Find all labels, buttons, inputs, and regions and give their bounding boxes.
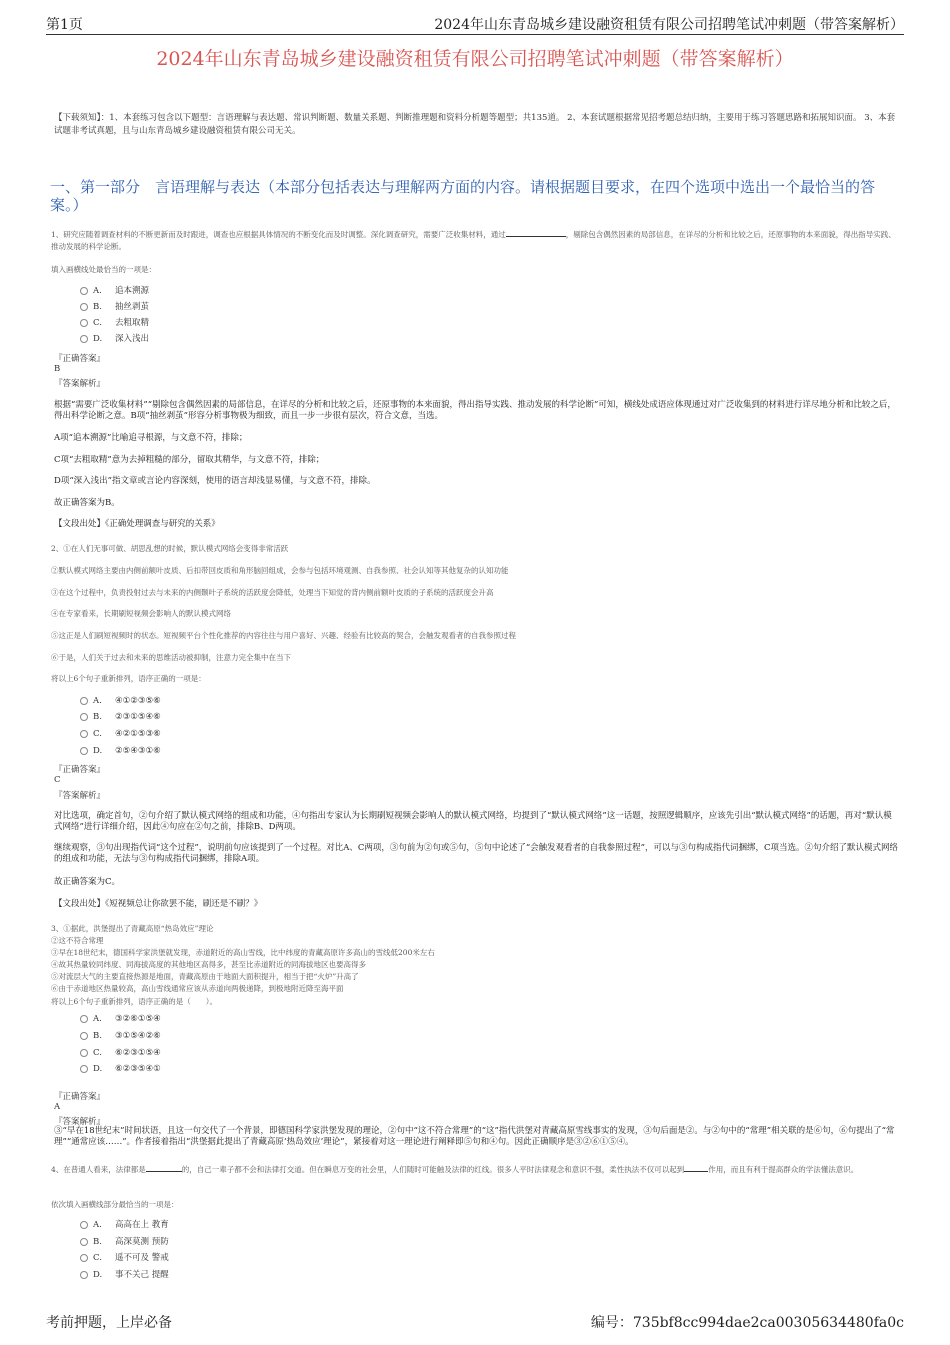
q3-option-c[interactable] bbox=[80, 1046, 161, 1060]
q2-explanation-label: 『答案解析』 bbox=[54, 791, 106, 801]
q1-option-a[interactable] bbox=[80, 284, 149, 298]
q3-answer: A bbox=[54, 1102, 61, 1112]
option-key: A. bbox=[93, 286, 102, 296]
header-doc-title: 2024年山东青岛城乡建设融资租赁有限公司招聘笔试冲刺题（带答案解析） bbox=[434, 17, 904, 33]
q2-exp-1: 对比选项，确定首句，②句介绍了默认模式网络的组成和功能，④句指出专家认为长期刷短视频会影响人的默认模式网络，均提到了“默认模式网络”这一话题，按照逻辑顺序，应该先引出“默认模式网络”的话题，再对“默认模式网络”进行详细介绍，因此④句应在②句之前，排除B、D两项。 bbox=[54, 811, 892, 832]
option-key: B. bbox=[93, 1237, 102, 1247]
radio-icon[interactable] bbox=[80, 1015, 88, 1023]
q1-option-c[interactable] bbox=[80, 316, 149, 330]
option-key: B. bbox=[93, 1031, 102, 1041]
option-text: ②⑤④③①⑥ bbox=[115, 746, 161, 756]
q4-option-c[interactable] bbox=[80, 1251, 169, 1265]
q3-option-b[interactable] bbox=[80, 1029, 161, 1043]
q2-option-a[interactable] bbox=[80, 694, 161, 708]
radio-icon[interactable] bbox=[80, 713, 88, 721]
option-key: C. bbox=[93, 1048, 102, 1058]
option-text: 高高在上 教育 bbox=[115, 1220, 169, 1230]
option-key: A. bbox=[93, 1220, 102, 1230]
q2-sentence-1: 2、①在人们无事可做、胡思乱想的时候，默认模式网络会变得非常活跃 bbox=[51, 544, 289, 553]
q2-source: 【文段出处】《短视频总让你欲罢不能，刷还是不刷？》 bbox=[54, 899, 263, 909]
radio-icon[interactable] bbox=[80, 303, 88, 311]
q3-sentence-1: 3、①据此，洪堡提出了青藏高原“热岛效应”理论 bbox=[51, 924, 214, 933]
q2-option-d[interactable] bbox=[80, 744, 161, 758]
q4-stem-c: 作用，而且有利于提高群众的学法懂法意识。 bbox=[708, 1165, 859, 1174]
radio-icon[interactable] bbox=[80, 697, 88, 705]
option-key: A. bbox=[93, 1014, 102, 1024]
q2-sentence-2: ②默认模式网络主要由内侧前额叶皮质、后扣带回皮质和角形脑回组成，会参与包括环境观测、自我参照、社会认知等其他复杂的认知功能 bbox=[51, 566, 509, 575]
option-key: D. bbox=[93, 334, 103, 344]
option-text: 高深莫测 预防 bbox=[115, 1237, 169, 1247]
q2-ask: 将以上6个句子重新排列，语序正确的一项是： bbox=[51, 674, 206, 683]
q2-sentence-6: ⑥于是，人们关于过去和未来的思维活动被抑制，注意力完全集中在当下 bbox=[51, 653, 291, 662]
option-text: ②③①⑤④⑥ bbox=[115, 712, 161, 722]
q1-option-b[interactable] bbox=[80, 300, 149, 314]
option-key: C. bbox=[93, 1253, 102, 1263]
option-key: C. bbox=[93, 729, 102, 739]
footer-code: 编号：735bf8cc994dae2ca00305634480fa0c bbox=[590, 1315, 904, 1331]
q3-explanation-label: 『答案解析』 bbox=[54, 1117, 106, 1127]
radio-icon[interactable] bbox=[80, 1271, 88, 1279]
option-text: ③②⑥①⑤④ bbox=[115, 1014, 161, 1024]
q1-ask: 填入画横线处最恰当的一项是： bbox=[51, 265, 156, 274]
q3-exp-1: ③“早在18世纪末”时间状语，且这一句交代了一个背景，即德国科学家洪堡发现的理论，②句中“这不符合常理”的“这”指代洪堡对青藏高原雪线事实的发现，③句后面是②。与②句中的“常理”相关联的是⑥句，⑥句提出了“常理”“通常应该……”。作者接着指出“洪堡据此提出了青藏高原‘热岛效应’理论”，紧接着对这一理论进行阐释即⑤句和④句。因此正确顺序是③②⑥①⑤④。 bbox=[54, 1126, 895, 1147]
option-key: D. bbox=[93, 746, 103, 756]
q1-answer: B bbox=[54, 364, 61, 374]
radio-icon[interactable] bbox=[80, 747, 88, 755]
q4-ask: 依次填入画横线部分最恰当的一项是： bbox=[51, 1200, 179, 1209]
radio-icon[interactable] bbox=[80, 287, 88, 295]
q3-sentence-5: ⑤对流层大气的主要直接热源是地面，青藏高原由于地面大面积提升，相当于把“火炉”升高了 bbox=[51, 972, 359, 981]
q1-exp-4: D项“深入浅出”指文章或言论内容深刻，使用的语言却浅显易懂，与文意不符，排除。 bbox=[54, 476, 376, 486]
radio-icon[interactable] bbox=[80, 730, 88, 738]
option-text: 追本溯源 bbox=[115, 286, 150, 296]
q2-sentence-5: ⑤这正是人们刷短视频时的状态。短视频平台个性化推荐的内容往往与用户喜好、兴趣、经验有比较高的契合，会触发观看者的自我参照过程 bbox=[51, 631, 516, 640]
q4-option-a[interactable] bbox=[80, 1218, 169, 1232]
q3-answer-label: 『正确答案』 bbox=[54, 1092, 106, 1102]
option-text: 去粗取精 bbox=[115, 318, 150, 328]
q2-sentence-3: ③在这个过程中，负责投射过去与未来的内侧颞叶子系统的活跃度会降低，处理当下知觉的背内侧前额叶皮质的子系统的活跃度会升高 bbox=[51, 588, 494, 597]
q3-sentence-4: ④故其热量较同纬度、同海拔高度的其他地区高得多，甚至比赤道附近的同海拔地区也要高得多 bbox=[51, 960, 366, 969]
q3-sentence-2: ②这不符合常理 bbox=[51, 936, 104, 945]
radio-icon[interactable] bbox=[80, 1254, 88, 1262]
q1-stem-b: ，剔除包含偶然因素的局部信息，在详尽的分析和比较之后，还原事物的本来面貌，得出指导实践、推动发展的科学论断。 bbox=[51, 230, 896, 251]
q1-blank bbox=[506, 228, 566, 237]
radio-icon[interactable] bbox=[80, 1221, 88, 1229]
option-text: ④②①⑤③⑥ bbox=[115, 729, 161, 739]
q4-stem bbox=[51, 1163, 902, 1176]
q2-sentence-4: ④在专家看来，长期刷短视频会影响人的默认模式网络 bbox=[51, 609, 231, 618]
footer-slogan: 考前押题，上岸必备 bbox=[46, 1315, 172, 1331]
option-key: D. bbox=[93, 1270, 103, 1280]
q4-option-b[interactable] bbox=[80, 1235, 169, 1249]
q1-exp-2: A项“追本溯源”比喻追寻根源，与文意不符，排除； bbox=[54, 433, 248, 443]
q2-answer-label: 『正确答案』 bbox=[54, 765, 106, 775]
option-key: D. bbox=[93, 1064, 103, 1074]
option-key: A. bbox=[93, 696, 102, 706]
q3-sentence-3: ③早在18世纪末，德国科学家洪堡就发现，赤道附近的高山雪线，比中纬度的青藏高原许多高山的雪线低200米左右 bbox=[51, 948, 435, 957]
page-number: 第1页 bbox=[46, 17, 83, 33]
q1-explanation-label: 『答案解析』 bbox=[54, 379, 106, 389]
radio-icon[interactable] bbox=[80, 1032, 88, 1040]
q1-option-d[interactable] bbox=[80, 332, 149, 346]
q2-option-b[interactable] bbox=[80, 710, 161, 724]
radio-icon[interactable] bbox=[80, 319, 88, 327]
q3-option-d[interactable] bbox=[80, 1062, 161, 1076]
section-heading: 一、第一部分 言语理解与表达（本部分包括表达与理解两方面的内容。请根据题目要求，在四个选项中选出一个最恰当的答案。） bbox=[50, 178, 876, 214]
radio-icon[interactable] bbox=[80, 1065, 88, 1073]
q1-answer-label: 『正确答案』 bbox=[54, 354, 106, 364]
q2-exp-2: 继续观察，③句出现指代词“这个过程”，说明前句应该提到了一个过程。对比A、C两项，③句前为②句或⑤句，⑤句中论述了“会触发观看者的自我参照过程”，可以与③句构成指代词捆绑，C项当选。②句介绍了默认模式网络的组成和功能，无法与③句构成指代词捆绑，排除A项。 bbox=[54, 843, 899, 864]
q2-answer: C bbox=[54, 775, 61, 785]
option-text: 深入浅出 bbox=[115, 334, 150, 344]
q1-source: 【文段出处】《正确处理调查与研究的关系》 bbox=[54, 519, 220, 529]
radio-icon[interactable] bbox=[80, 335, 88, 343]
option-key: C. bbox=[93, 318, 102, 328]
q1-stem bbox=[51, 228, 902, 253]
option-key: B. bbox=[93, 712, 102, 722]
document-title: 2024年山东青岛城乡建设融资租赁有限公司招聘笔试冲刺题（带答案解析） bbox=[156, 48, 794, 70]
option-text: 事不关己 提醒 bbox=[115, 1270, 169, 1280]
option-text: 遥不可及 警戒 bbox=[115, 1253, 169, 1263]
q1-exp-1: 根据“需要广泛收集材料”“剔除包含偶然因素的局部信息，在详尽的分析和比较之后，还原事物的本来面貌，得出指导实践、推动发展的科学论断”可知，横线处成语应体现通过对广泛收集到的材料进行详尽地分析和比较之后，得出科学论断之意。B项“抽丝剥茧”形容分析事物极为细致，而且一步一步很有层次，符合文意，当选。 bbox=[54, 400, 896, 421]
page-header bbox=[46, 12, 904, 35]
q4-blank-1 bbox=[146, 1163, 182, 1172]
q4-blank-2 bbox=[684, 1163, 708, 1172]
q1-stem-a: 1、研究应随着调查材料的不断更新而及时跟进，调查也应根据具体情况的不断变化而及时调整。深化调查研究，需要广泛收集材料，通过 bbox=[51, 230, 506, 239]
option-text: ④①②③⑤⑥ bbox=[115, 696, 161, 706]
download-notice: 【下载须知】：1、本套练习包含以下题型：言语理解与表达题、常识判断题、数量关系题、判断推理题和资料分析题等题型；共135道。 2、本套试题根据常见招考题总结归纳，主要用于练习答题思路和拓展知识面。 3、本套试题非考试真题，且与山东青岛城乡建设融资租赁有限公司无关。 bbox=[54, 113, 896, 136]
option-text: 抽丝剥茧 bbox=[115, 302, 150, 312]
radio-icon[interactable] bbox=[80, 1049, 88, 1057]
q3-option-a[interactable] bbox=[80, 1012, 161, 1026]
option-text: ⑥②③①⑤④ bbox=[115, 1048, 161, 1058]
q4-option-d[interactable] bbox=[80, 1268, 169, 1282]
q3-sentence-6: ⑥由于赤道地区热量较高，高山雪线通常应该从赤道向两极递降，到极地附近降至海平面 bbox=[51, 984, 344, 993]
option-text: ③①⑤④②⑥ bbox=[115, 1031, 161, 1041]
q3-ask: 将以上6个句子重新排列，语序正确的是（ ）。 bbox=[51, 997, 218, 1006]
option-text: ⑥②③⑤④① bbox=[115, 1064, 161, 1074]
q1-exp-5: 故正确答案为B。 bbox=[54, 498, 120, 508]
q2-option-c[interactable] bbox=[80, 727, 161, 741]
option-key: B. bbox=[93, 302, 102, 312]
q4-stem-a: 4、在普通人看来，法律都是 bbox=[51, 1165, 146, 1174]
radio-icon[interactable] bbox=[80, 1238, 88, 1246]
q4-stem-b: 的，自己一辈子都不会和法律打交道。但在瞬息万变的社会里，人们随时可能触及法律的红线。很多人平时法律观念和意识不强，柔性执法不仅可以起到 bbox=[181, 1165, 685, 1174]
q2-exp-3: 故正确答案为C。 bbox=[54, 877, 121, 887]
q1-exp-3: C项“去粗取精”意为去掉粗糙的部分，留取其精华，与文意不符，排除； bbox=[54, 455, 325, 465]
